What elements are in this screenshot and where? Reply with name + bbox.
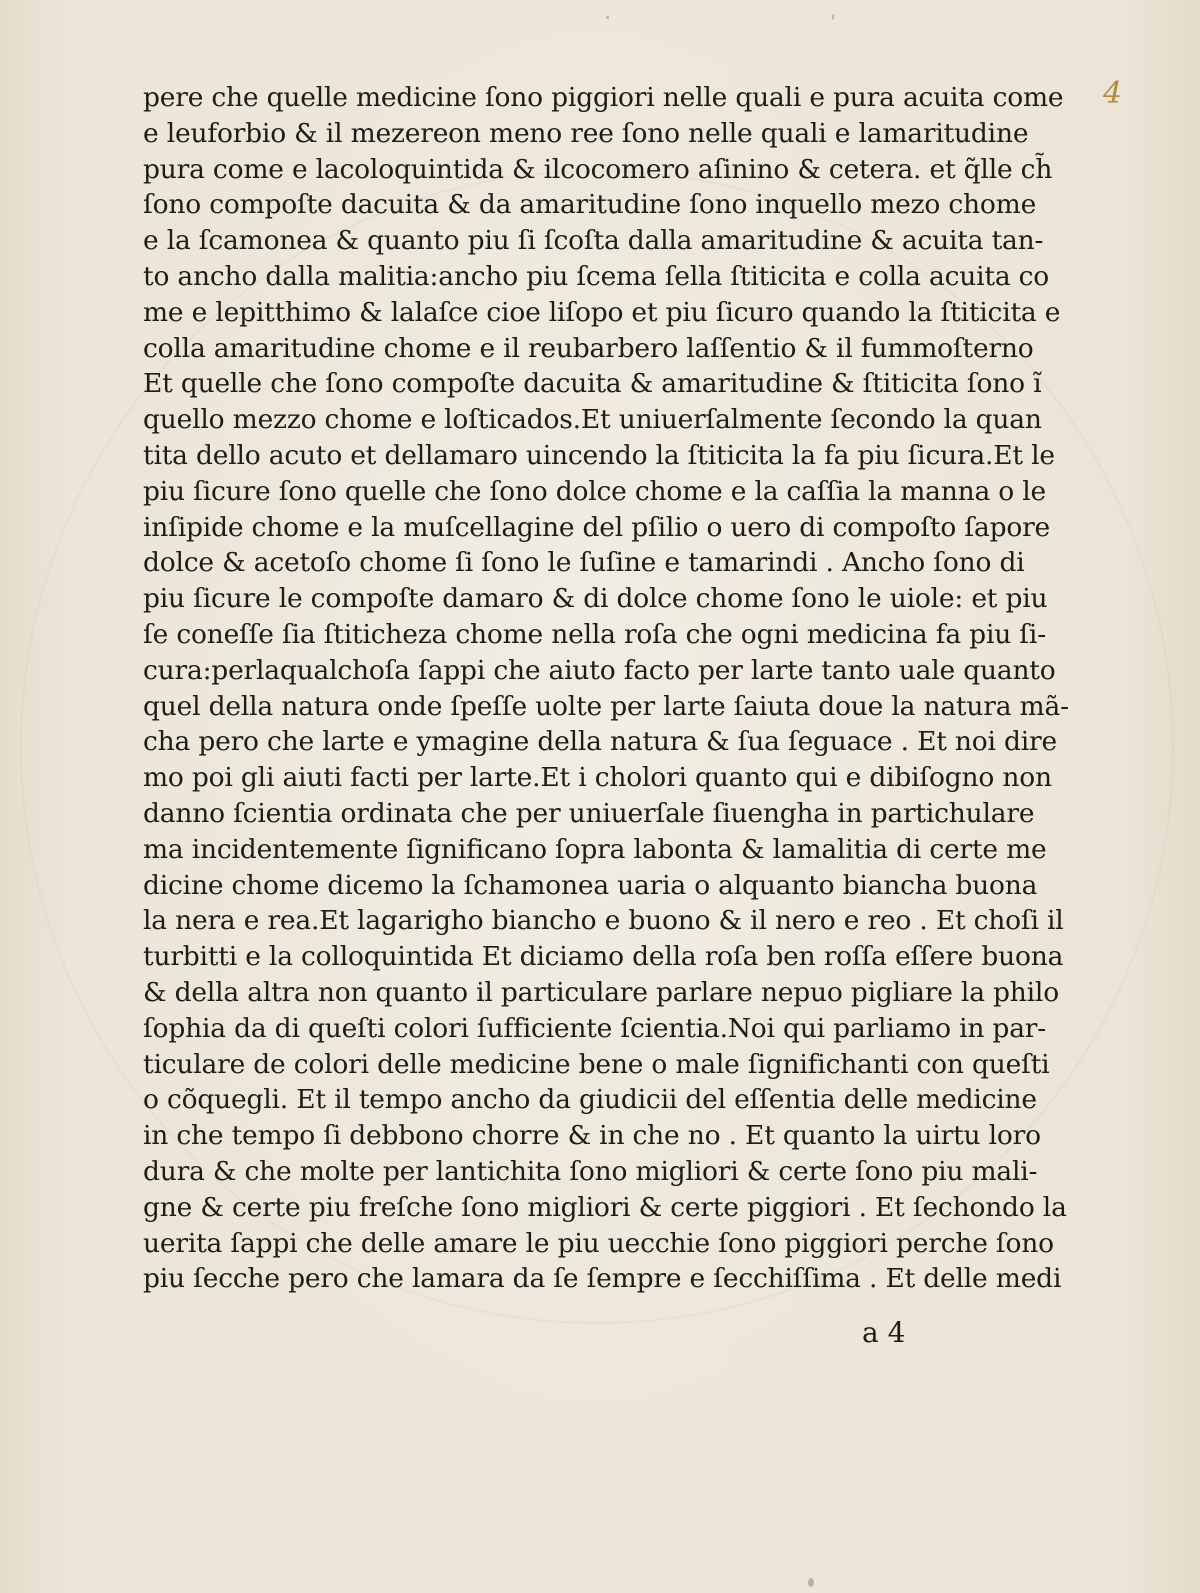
text-line: dicine chome dicemo la ſchamonea uaria o alquanto biancha buona xyxy=(143,869,1038,901)
text-line: ſono compoſte dacuita & da amaritudine ſono inquello mezo chome xyxy=(143,189,1037,221)
text-line: tita dello acuto et dellamaro uincendo la ſtiticita la fa piu ſicura.Et le xyxy=(143,439,1055,471)
text-line: Et quelle che ſono compoſte dacuita & amaritudine & ſtiticita ſono ĩ xyxy=(143,368,1042,400)
text-line: dolce & acetoſo chome ſi ſono le ſuſine e tamarindi . Ancho ſono di xyxy=(143,547,1025,579)
text-line: uerita ſappi che delle amare le piu uecchie ſono piggiori perche ſono xyxy=(143,1227,1054,1259)
text-line: quello mezzo chome e loſticados.Et uniuerſalmente ſecondo la quan xyxy=(143,404,1042,436)
signature-mark: a 4 xyxy=(862,1316,906,1349)
text-line: piu ſecche pero che lamara da ſe ſempre e ſecchiſſima . Et delle medi xyxy=(143,1263,1062,1295)
text-line: ma incidentemente ſignificano ſopra labonta & lamalitia di certe me xyxy=(143,833,1047,865)
text-line: cha pero che larte e ymagine della natura & ſua ſeguace . Et noi dire xyxy=(143,726,1057,758)
text-line: danno ſcientia ordinata che per uniuerſale ſiuengha in partichulare xyxy=(143,797,1035,829)
handwritten-folio-number: 4 xyxy=(1103,76,1123,111)
text-line: mo poi gli aiuti facti per larte.Et i cholori quanto qui e dibiſogno non xyxy=(143,762,1052,794)
text-line: me e lepitthimo & lalaſce cioe liſopo et piu ſicuro quando la ſtiticita e xyxy=(143,296,1061,328)
text-line: la nera e rea.Et lagarigho biancho e buono & il nero e reo . Et choſi il xyxy=(143,905,1064,937)
text-line: piu ſicure le compoſte damaro & di dolce chome ſono le uiole: et piu xyxy=(143,583,1048,615)
text-line: in che tempo ſi debbono chorre & in che no . Et quanto la uirtu loro xyxy=(143,1120,1041,1152)
body-text xyxy=(143,80,1069,1297)
text-line: & della altra non quanto il particulare parlare nepuo pigliare la philo xyxy=(143,976,1059,1008)
text-line: pere che quelle medicine ſono piggiori nelle quali e pura acuita come xyxy=(143,82,1064,113)
text-line: pura come e lacoloquintida & ilcocomero aſinino & cetera. et q̃lle ch̃ xyxy=(143,153,1053,185)
text-line: ſe coneſſe ſia ſtiticheza chome nella roſa che ogni medicina fa piu ſi- xyxy=(143,618,1046,650)
text-line: colla amaritudine chome e il reubarbero laſſentio & il fummoſterno xyxy=(143,332,1034,364)
text-line: inſipide chome e la muſcellagine del pſilio o uero di compoſto ſapore xyxy=(143,511,1051,543)
text-line: e la ſcamonea & quanto piu ſi ſcoſta dalla amaritudine & acuita tan- xyxy=(143,225,1044,257)
text-line: dura & che molte per lantichita ſono migliori & certe ſono piu mali- xyxy=(143,1155,1038,1187)
paper-speck xyxy=(606,16,609,19)
text-line: cura:perlaqualchoſa ſappi che aiuto facto per larte tanto uale quanto xyxy=(143,654,1056,686)
text-line: to ancho dalla malitia:ancho piu ſcema ſella ſtiticita e colla acuita co xyxy=(143,260,1050,292)
text-line: quel della natura onde ſpeſſe uolte per larte ſaiuta doue la natura mã- xyxy=(143,690,1069,722)
text-line: gne & certe piu freſche ſono migliori & certe piggiori . Et ſechondo la xyxy=(143,1191,1067,1223)
text-line: ticulare de colori delle medicine bene o male ſignifichanti con queſti xyxy=(143,1048,1050,1080)
paper-speck xyxy=(808,1578,814,1587)
paper-speck xyxy=(832,14,834,20)
text-line: piu ſicure ſono quelle che ſono dolce chome e la caſſia la manna o le xyxy=(143,475,1047,507)
text-line: o cõquegli. Et il tempo ancho da giudicii del eſſentia delle medicine xyxy=(143,1084,1037,1116)
text-line: e leuforbio & il mezereon meno ree ſono nelle quali e lamaritudine xyxy=(143,117,1029,149)
text-line: turbitti e la colloquintida Et diciamo della roſa ben roſſa eſſere buona xyxy=(143,941,1064,973)
text-line: ſophia da di queſti colori ſufficiente ſcientia.Noi qui parliamo in par- xyxy=(143,1012,1047,1044)
